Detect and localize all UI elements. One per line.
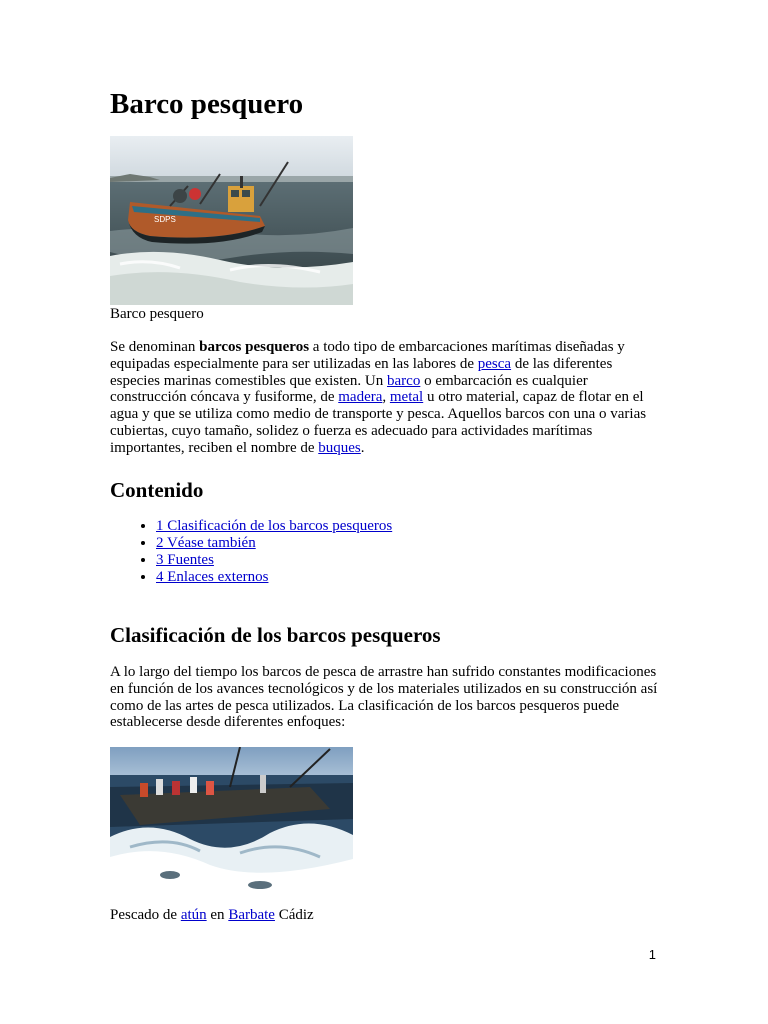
- intro-paragraph: Se denominan barcos pesqueros a todo tipo de embarcaciones marítimas diseñadas y equipadas especialmente para ser utilizadas en las labores de pesca de las diferentes especies marinas comestibles que existen. Un barco o embarcación es cualquier construcción cóncava y fusiforme, de madera, metal u otro material, capaz de flotar en el agua y que se utiliza como medio de transporte y pesca. Aquellos barcos con una o varias cubiertas, cuyo tamaño, solidez o fuerza es adecuado para actividades marítimas importantes, reciben el nombre de buques.: [110, 339, 647, 456]
- fishing-boat-photo: [110, 136, 353, 305]
- toc-link-fuentes[interactable]: 3 Fuentes: [156, 552, 214, 568]
- link-buques[interactable]: buques: [318, 439, 361, 456]
- photo-caption-tuna: Pescado de atún en Barbate Cádiz: [110, 907, 314, 923]
- link-barco[interactable]: barco: [387, 372, 421, 389]
- toc-item: [156, 535, 392, 552]
- section-paragraph: A lo largo del tiempo los barcos de pesca de arrastre han sufrido constantes modificaciones en función de los avances tecnológicos y de los materiales utilizados en su construcción así como de las artes de pesca utilizados. La clasificación de los barcos pesqueros puede establecerse desde diferentes enfoques:: [110, 664, 658, 731]
- link-madera[interactable]: madera: [338, 389, 383, 406]
- table-of-contents: [110, 518, 392, 586]
- toc-item: [156, 552, 392, 569]
- page-title: Barco pesquero: [110, 88, 304, 120]
- link-atun[interactable]: atún: [180, 907, 207, 923]
- link-metal[interactable]: metal: [389, 389, 424, 406]
- toc-link-enlaces-externos[interactable]: 4 Enlaces externos: [156, 569, 269, 585]
- link-pesca[interactable]: pesca: [477, 355, 512, 372]
- section-heading-clasificacion: Clasificación de los barcos pesqueros: [110, 623, 441, 647]
- toc-heading: Contenido: [110, 478, 204, 502]
- link-barbate[interactable]: Barbate: [228, 907, 275, 923]
- toc-item: [156, 518, 392, 535]
- toc-item: [156, 569, 392, 586]
- toc-link-clasificacion[interactable]: 1 Clasificación de los barcos pesqueros: [156, 518, 393, 534]
- tuna-fishing-photo: [110, 747, 353, 903]
- boat-hull-label: SDPS: [154, 215, 176, 224]
- bold-term: barcos pesqueros: [199, 339, 310, 355]
- page-number: 1: [648, 947, 656, 962]
- toc-link-vease-tambien[interactable]: 2 Véase también: [156, 535, 256, 551]
- photo-caption-boat: Barco pesquero: [110, 306, 204, 322]
